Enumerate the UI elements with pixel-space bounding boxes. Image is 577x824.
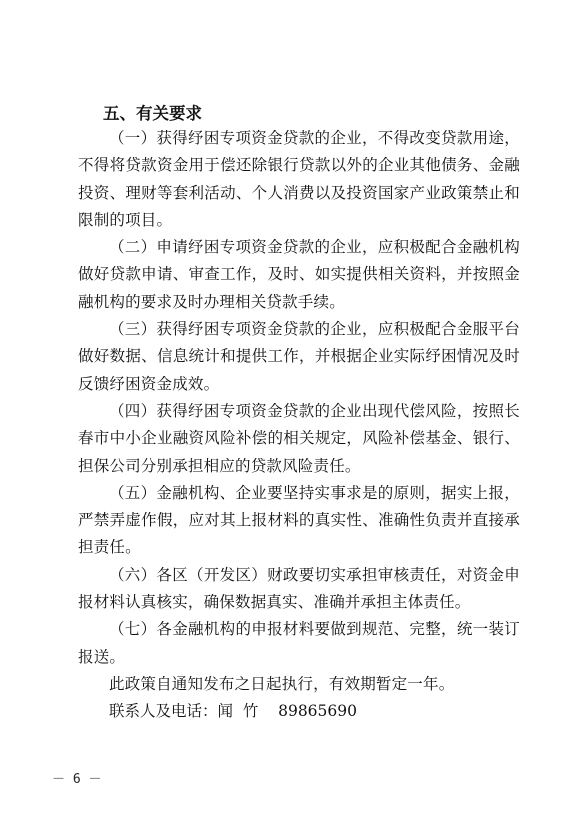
effective-date-note: 此政策自通知发布之日起执行，有效期暂定一年。	[109, 674, 455, 693]
paragraph-2: （二）申请纾困专项资金贷款的企业，应积极配合金融机构做好贷款申请、审查工作，及时、如实提供相关资料，并按照金融机构的要求及时办理相关贷款手续。	[78, 238, 520, 311]
paragraph-5: （五）金融机构、企业要坚持实事求是的原则，据实上报，严禁弄虚作假，应对其上报材料的真实性、准确性负责并直接承担责任。	[78, 483, 520, 557]
contact-gap	[258, 702, 278, 720]
section-heading: 五、有关要求	[103, 104, 202, 123]
contact-name: 闻 竹	[217, 702, 259, 721]
paragraph-4: （四）获得纾困专项资金贷款的企业出现代偿风险，按照长春市中小企业融资风险补偿的相关规定，风险补偿基金、银行、担保公司分别承担相应的贷款风险责任。	[78, 401, 520, 475]
contact-phone: 89865690	[278, 702, 357, 721]
contact-label: 联系人及电话：	[109, 702, 218, 721]
paragraph-1: （一）获得纾困专项资金贷款的企业，不得改变贷款用途，不得将贷款资金用于偿还除银行贷款以外的企业其他债务、金融投资、理财等套利活动、个人消费以及投资国家产业政策禁止和限制的项目。	[78, 129, 520, 229]
section-body	[78, 125, 520, 726]
paragraph-6: （六）各区（开发区）财政要切实承担审核责任，对资金申报材料认真核实，确保数据真实、准确并承担主体责任。	[78, 565, 520, 612]
page-number: － 6 －	[52, 772, 102, 787]
paragraph-3: （三）获得纾困专项资金贷款的企业，应积极配合金服平台做好数据、信息统计和提供工作，并根据企业实际纾困情况及时反馈纾困资金成效。	[78, 320, 520, 393]
contact-line	[78, 698, 520, 725]
paragraph-7: （七）各金融机构的申报材料要做到规范、完整，统一装订报送。	[78, 620, 520, 666]
